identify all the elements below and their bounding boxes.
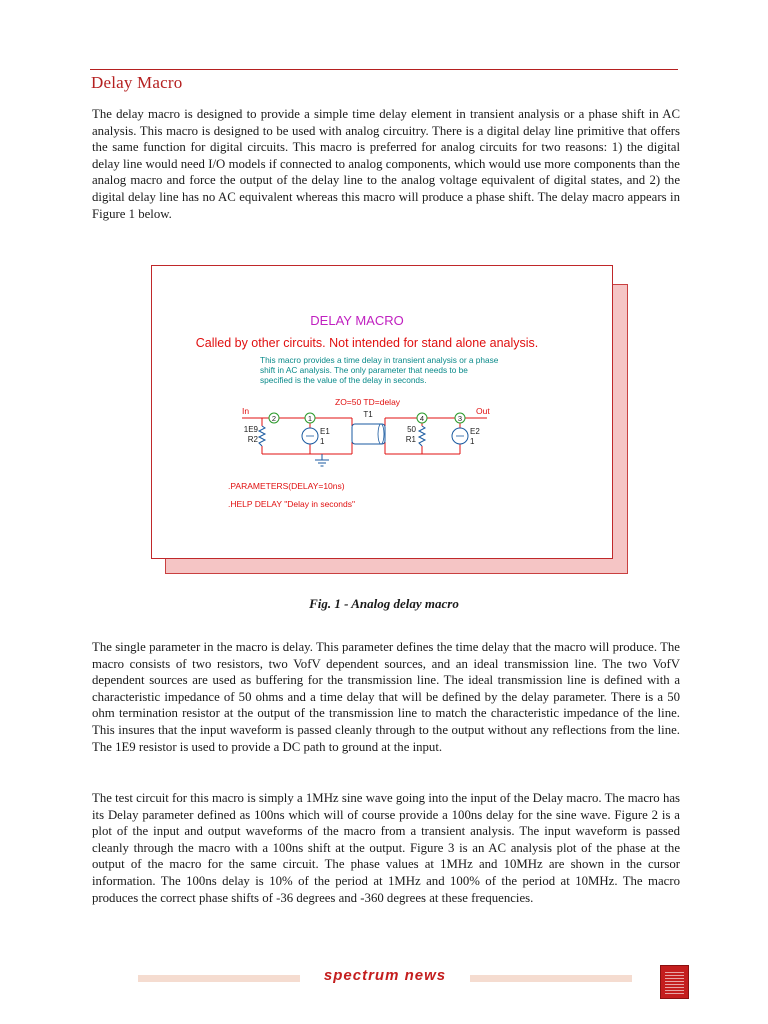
r1-value: 50	[407, 425, 416, 434]
node-marker-2	[269, 413, 279, 423]
figure-caption: Fig. 1 - Analog delay macro	[309, 596, 459, 611]
desc-line-3: specified is the value of the delay in seconds.	[260, 375, 427, 385]
ground-symbol	[315, 454, 329, 466]
resistor-r2	[259, 426, 265, 446]
section-title: Delay Macro	[91, 73, 183, 92]
desc-line-2: shift in AC analysis. The only parameter that needs to be	[260, 365, 468, 375]
tline-name: T1	[363, 410, 373, 419]
test-circuit-paragraph: The test circuit for this macro is simply a 1MHz sine wave going into the input of the Delay macro. The macro has its Delay parameter defined as 100ns which will of course provide a 100ns delay for the sine wave. Figure 2 is a plot of the input and output waveforms of the macro from a transient analysis. The input waveform is passed cleanly through the macro with a 100ns shift at the output. Figure 3 is an AC analysis plot of the phase at the output of the macro for the same circuit. The phase values at 1MHz and 10MHz are shown in the cursor information. The 100ns delay is 10% of the period at 1MHz and 100% of the period at 10MHz. The macro produces the correct phase shifts of -36 degrees and -360 degrees at these frequencies.	[92, 791, 680, 905]
e1-gain: 1	[320, 437, 325, 446]
svg-text:3: 3	[457, 414, 463, 423]
r2-name: R2	[247, 435, 258, 444]
svg-text:2: 2	[271, 414, 277, 423]
footer-brand: spectrum news	[300, 967, 470, 984]
node-marker-3	[455, 413, 465, 423]
e2-gain: 1	[470, 437, 475, 446]
node-marker-1	[305, 413, 315, 423]
tline-params: ZO=50 TD=delay	[335, 397, 401, 407]
r2-value: 1E9	[243, 425, 258, 434]
top-rule	[90, 69, 678, 70]
e2-name: E2	[470, 427, 480, 436]
schematic-svg	[152, 266, 612, 558]
resistor-r1	[419, 426, 425, 446]
figure-1-schematic	[151, 265, 613, 559]
logo-icon	[660, 965, 689, 999]
svg-text:4: 4	[419, 414, 425, 423]
called-note: Called by other circuits. Not intended for stand alone analysis.	[195, 336, 539, 350]
pin-in-label: In	[242, 406, 250, 416]
macro-title: DELAY MACRO	[310, 313, 404, 328]
desc-line-1: This macro provides a time delay in transient analysis or a phase	[260, 355, 499, 365]
parameter-paragraph: The single parameter in the macro is delay. This parameter defines the time delay that the macro will produce. The macro consists of two resistors, two VofV dependent sources, and an ideal transmission line. The two VofV dependent sources are used as buffering for the transmission line. The ideal transmission line is defined with a characteristic impedance of 50 ohms and a time delay that will be defined by the delay parameter. There is a 50 ohm termination resistor at the output of the transmission line to match the characteristic impedance of the line. This insures that the input waveform is passed cleanly through to the output without any reflections from the line. The 1E9 resistor is used to provide a DC path to ground at the input.	[92, 640, 680, 754]
source-e2	[452, 428, 468, 444]
node-marker-4	[417, 413, 427, 423]
intro-paragraph: The delay macro is designed to provide a simple time delay element in transient analysis or a phase shift in AC analysis. This macro is designed to be used with analog circuitry. There is a digital delay line primitive that offers the same function for digital circuits. This macro is preferred for analog circuits for two reasons: 1) the digital delay line would need I/O models if connected to analog components, which would use more components than the analog macro and force the output of the delay line to the analog voltage equivalent of digital states, and 2) the digital delay line has no AC equivalent whereas this macro will produce a phase shift. The delay macro appears in Figure 1 below.	[92, 107, 680, 221]
parameters-statement: .PARAMETERS(DELAY=10ns)	[228, 481, 345, 491]
pin-out-label: Out	[476, 406, 490, 416]
source-e1	[302, 428, 318, 444]
help-statement: .HELP DELAY "Delay in seconds"	[228, 499, 355, 509]
e1-name: E1	[320, 427, 330, 436]
transmission-line-t1	[352, 424, 385, 444]
svg-text:1: 1	[307, 414, 313, 423]
r1-name: R1	[405, 435, 416, 444]
